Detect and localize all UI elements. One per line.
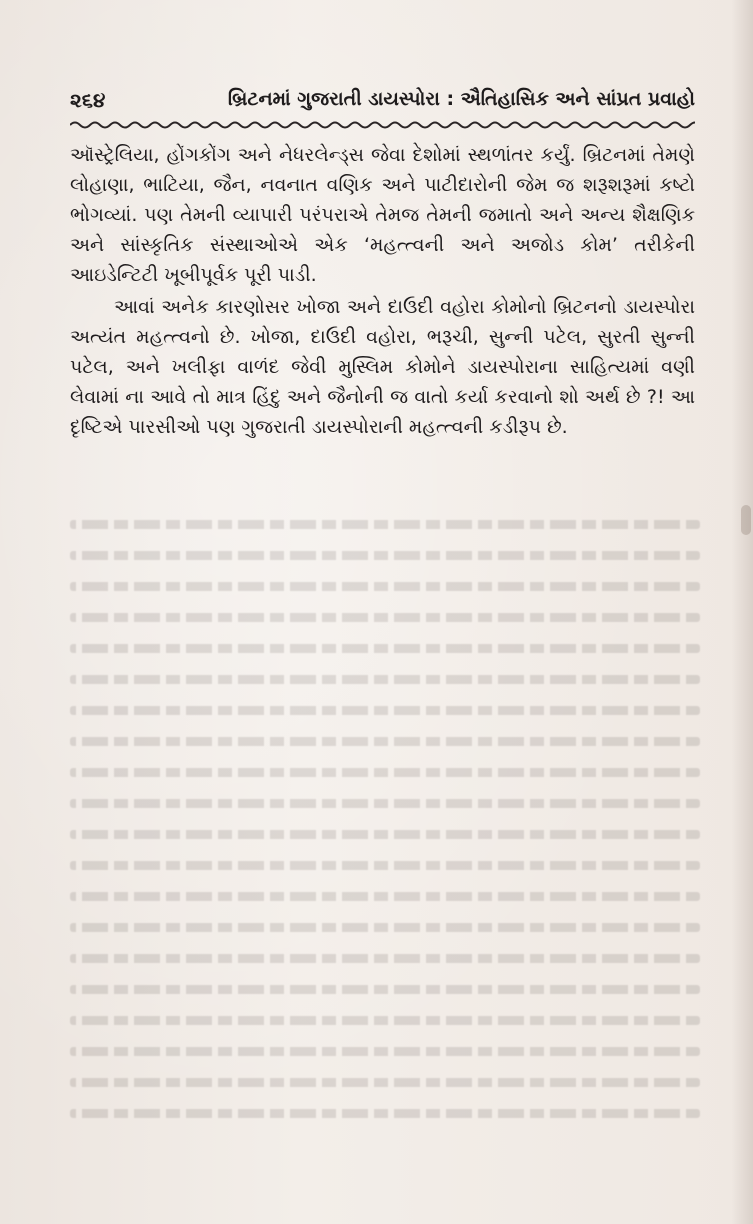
page-header — [70, 86, 695, 116]
page-number: ૨૬૪ — [70, 88, 106, 112]
paragraph-1: ઑસ્ટ્રેલિયા, હોંગકોંગ અને નેધરલેન્ડ્સ જેવા દેશોમાં સ્થળાંતર કર્યું. બ્રિટનમાં તેમણે લોહાણા, ભાટિયા, જૈન, નવનાત વણિક અને પાટીદારોની જેમ જ શરૂશરૂમાં કષ્ટો ભોગવ્યાં. પણ તેમની વ્યાપારી પરંપરાએ તેમજ તેમની જમાતો અને અન્ય શૈક્ષણિક અને સાંસ્કૃતિક સંસ્થાઓએ એક ‘મહત્ત્વની અને અજોડ કોમ’ તરીકેની આઇડેન્ટિટી ખૂબીપૂર્વક પૂરી પાડી. — [70, 144, 695, 286]
page-edge-shadow — [731, 0, 753, 1224]
paragraph-2: આવાં અનેક કારણોસર ખોજા અને દાઉદી વહોરા કોમોનો બ્રિટનનો ડાયસ્પોરા અત્યંત મહત્ત્વનો છે. ખોજા, દાઉદી વહોરા, ભરૂચી, સુન્ની પટેલ, સુરતી સુન્ની પટેલ, અને ખલીફા વાળંદ જેવી મુસ્લિમ કોમોને ડાયસ્પોરાના સાહિત્યમાં વણી લેવામાં ના આવે તો માત્ર હિંદુ અને જૈનોની જ વાતો કર્યા કરવાનો શો અર્થ છે ?! આ દૃષ્ટિએ પારસીઓ પણ ગુજરાતી ડાયસ્પોરાની મહત્ત્વની કડીરૂપ છે. — [70, 296, 695, 438]
running-title: બ્રિટનમાં ગુજરાતી ડાયસ્પોરા : ઐતિહાસિક અને સાંપ્રત પ્રવાહો — [227, 88, 695, 110]
header-wavy-rule — [70, 118, 695, 132]
bleed-through-texture — [70, 520, 700, 1160]
body-text — [70, 140, 695, 442]
